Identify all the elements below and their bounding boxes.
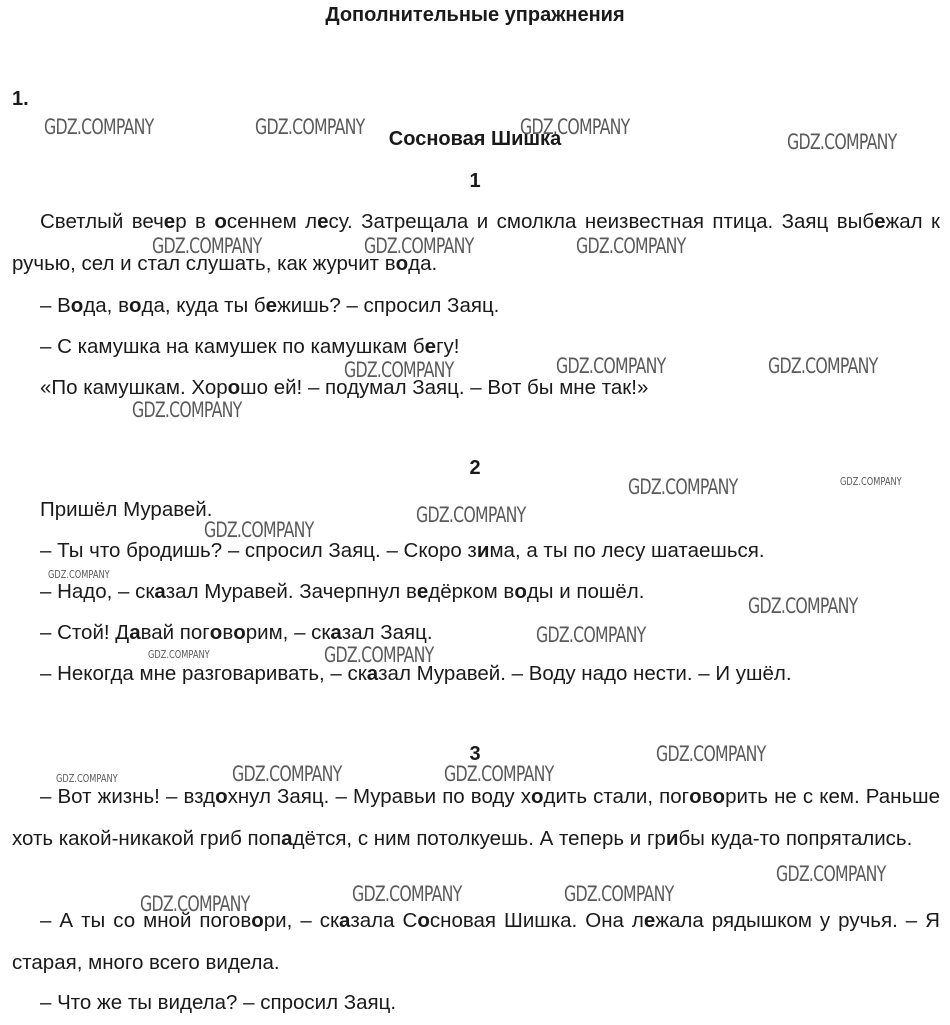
watermark: GDZ.COMPANY — [564, 882, 674, 906]
paragraph: – Стой! Давай поговорим, – сказал Заяц. — [40, 621, 433, 644]
watermark: GDZ.COMPANY — [352, 882, 462, 906]
stressed-letter: о — [209, 621, 223, 644]
paragraph: – Ты что бродишь? – спросил Заяц. – Скоро зима, а ты по лесу шатаешься. — [40, 539, 765, 562]
paragraph: – Вода, вода, куда ты бежишь? – спросил Заяц. — [40, 294, 500, 317]
stressed-letter: о — [251, 909, 264, 932]
watermark: GDZ.COMPANY — [56, 772, 118, 785]
watermark: GDZ.COMPANY — [232, 762, 342, 786]
paragraph: – А ты со мной поговори, – сказала Сосновая Шишка. Она лежала рядышком у ручья. – Я старая, много всего видела. — [12, 909, 940, 974]
part-number: 3 — [469, 743, 481, 765]
stressed-letter: о — [514, 580, 527, 603]
paragraph: – Что же ты видела? – спросил Заяц. — [40, 991, 397, 1014]
stressed-letter: а — [281, 827, 293, 850]
paragraph: Пришёл Муравей. — [40, 498, 213, 521]
stressed-letter: о — [214, 210, 227, 233]
watermark: GDZ.COMPANY — [556, 354, 666, 378]
stressed-letter: е — [874, 210, 886, 233]
watermark: GDZ.COMPANY — [48, 568, 110, 581]
watermark: GDZ.COMPANY — [344, 358, 454, 382]
watermark: GDZ.COMPANY — [416, 503, 526, 527]
watermark: GDZ.COMPANY — [364, 234, 474, 258]
stressed-letter: а — [154, 580, 166, 603]
page-title: Дополнительные упражнения — [325, 4, 625, 26]
watermark: GDZ.COMPANY — [787, 130, 897, 154]
paragraph: Светлый вечер в осеннем лесу. Затрещала и смолкла неизвестная птица. Заяц выбежал к ручью, сел и стал слушать, как журчит вода. — [12, 210, 940, 275]
watermark: GDZ.COMPANY — [140, 892, 250, 916]
watermark: GDZ.COMPANY — [536, 623, 646, 647]
stressed-letter: и — [665, 827, 679, 850]
story-title: Сосновая Шишка — [388, 128, 562, 150]
stressed-letter: о — [128, 294, 142, 317]
watermark: GDZ.COMPANY — [132, 398, 242, 422]
paragraph: – Вот жизнь! – вздохнул Заяц. – Муравьи по воду ходить стали, поговорить не с кем. Раньше хоть какой-никакой гриб попадётся, с ним потолкуешь. А теперь и грибы куда-то попрятались. — [12, 785, 940, 850]
watermark: GDZ.COMPANY — [748, 594, 858, 618]
stressed-letter: о — [233, 621, 246, 644]
stressed-letter: и — [476, 539, 490, 562]
stressed-letter: о — [395, 252, 409, 275]
watermark: GDZ.COMPANY — [628, 475, 738, 499]
watermark: GDZ.COMPANY — [152, 234, 262, 258]
watermark: GDZ.COMPANY — [44, 115, 154, 139]
part-number: 2 — [469, 457, 481, 479]
stressed-letter: е — [424, 335, 437, 358]
stressed-letter: е — [163, 210, 176, 233]
stressed-letter: а — [330, 621, 342, 644]
stressed-letter: е — [265, 294, 278, 317]
paragraph: – С камушка на камушек по камушкам бегу! — [40, 335, 460, 358]
watermark: GDZ.COMPANY — [255, 115, 365, 139]
part-number: 1 — [469, 170, 481, 192]
stressed-letter: а — [338, 909, 351, 932]
stressed-letter: е — [643, 909, 656, 932]
stressed-letter: о — [70, 294, 84, 317]
stressed-letter: о — [530, 785, 544, 808]
paragraph: – Некогда мне разговаривать, – сказал Муравей. – Воду надо нести. – И ушёл. — [40, 662, 792, 685]
paragraph: – Надо, – сказал Муравей. Зачерпнул ведёрком воды и пошёл. — [40, 580, 645, 603]
stressed-letter: о — [417, 909, 430, 932]
paragraph: «По камушкам. Хорошо ей! – подумал Заяц. – Вот бы мне так!» — [40, 376, 649, 399]
stressed-letter: а — [129, 621, 141, 644]
watermark: GDZ.COMPANY — [840, 475, 902, 488]
watermark: GDZ.COMPANY — [444, 762, 554, 786]
stressed-letter: о — [215, 785, 228, 808]
watermark: GDZ.COMPANY — [656, 742, 766, 766]
stressed-letter: е — [416, 580, 429, 603]
stressed-letter: а — [366, 662, 379, 685]
stressed-letter: о — [689, 785, 702, 808]
watermark: GDZ.COMPANY — [768, 354, 878, 378]
watermark: GDZ.COMPANY — [324, 643, 434, 667]
watermark: GDZ.COMPANY — [148, 648, 210, 661]
stressed-letter: о — [712, 785, 726, 808]
watermark: GDZ.COMPANY — [576, 234, 686, 258]
watermark: GDZ.COMPANY — [520, 115, 630, 139]
stressed-letter: о — [227, 376, 241, 399]
watermark: GDZ.COMPANY — [776, 862, 886, 886]
watermark: GDZ.COMPANY — [204, 518, 314, 542]
exercise-number: 1. — [12, 88, 29, 110]
stressed-letter: е — [317, 210, 329, 233]
